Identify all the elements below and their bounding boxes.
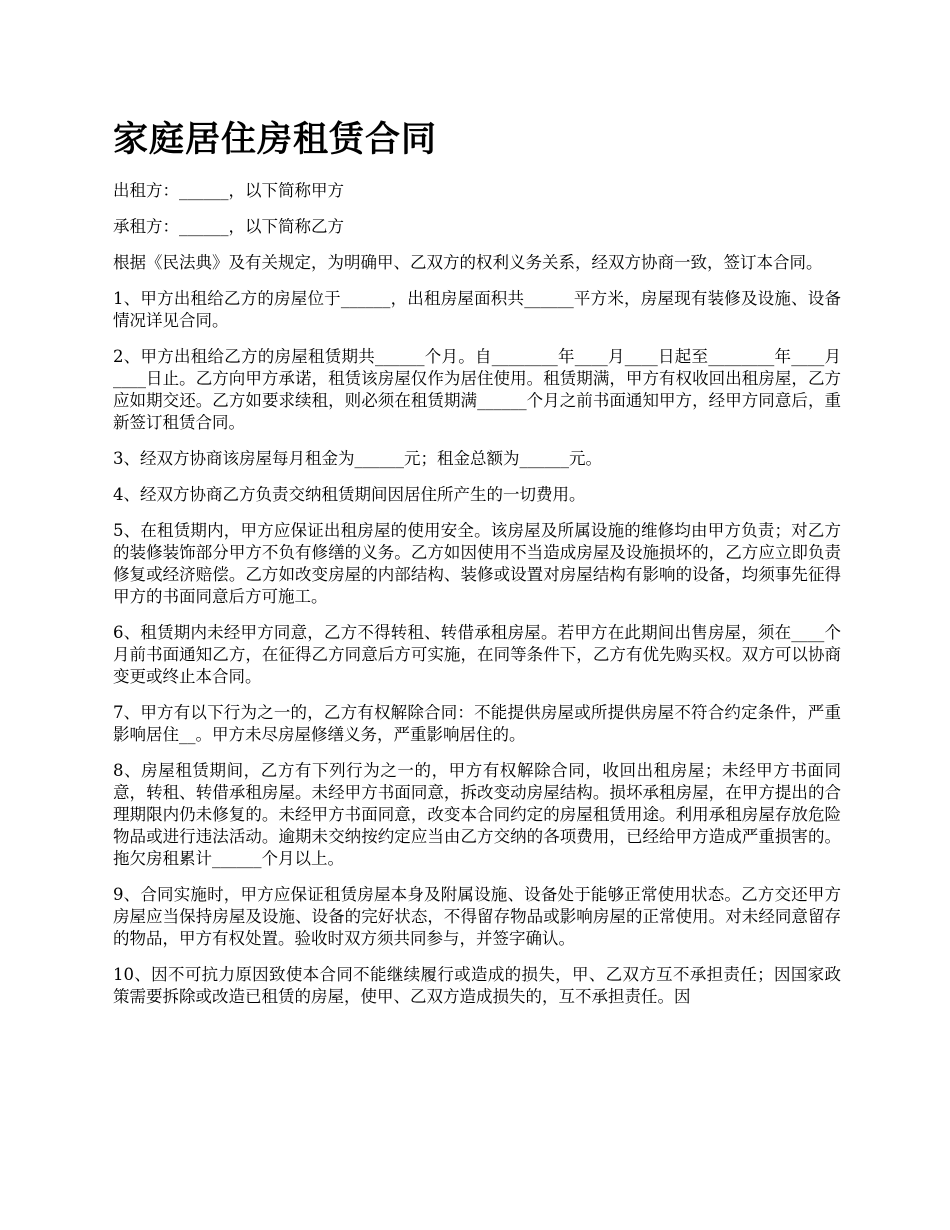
clause-5: 5、在租赁期内，甲方应保证出租房屋的使用安全。该房屋及所属设施的维修均由甲方负责；对乙方的装修装饰部分甲方不负有修缮的义务。乙方如因使用不当造成房屋及设施损坏的，乙方应立即负责修复或经济赔偿。乙方如改变房屋的内部结构、装修或设置对房屋结构有影响的设备，均须事先征得甲方的书面同意后方可施工。 [113,521,841,606]
clause-4: 4、经双方协商乙方负责交纳租赁期间因居住所产生的一切费用。 [113,485,586,504]
clause-8: 8、房屋租赁期间，乙方有下列行为之一的，甲方有权解除合同，收回出租房屋；未经甲方书面同意，转租、转借承租房屋。未经甲方书面同意，拆改变动房屋结构。损坏承租房屋，在甲方提出的合理期限内仍未修复的。未经甲方书面同意，改变本合同约定的房屋租赁用途。利用承租房屋存放危险物品或进行违法活动。逾期未交纳按约定应当由乙方交纳的各项费用，已经给甲方造成严重损害的。拖欠房租累计______个月以上。 [113,761,841,868]
clause-2: 2、甲方出租给乙方的房屋租赁期共______个月。自________年____月____日起至________年____月____日止。乙方向甲方承诺，租赁该房屋仅作为居住使用。租赁期满，甲方有权收回出租房屋，乙方应如期交还。乙方如要求续租，则必须在租赁期满______个月之前书面通知甲方，经甲方同意后，重新签订租赁合同。 [113,347,841,432]
clause-10: 10、因不可抗力原因致使本合同不能继续履行或造成的损失，甲、乙双方互不承担责任；因国家政策需要拆除或改造已租赁的房屋，使甲、乙双方造成损失的，互不承担责任。因 [113,965,841,1006]
document-body [113,180,841,1022]
preamble-paragraph: 根据《民法典》及有关规定，为明确甲、乙双方的权利义务关系，经双方协商一致，签订本合同。 [113,253,823,272]
clause-7: 7、甲方有以下行为之一的，乙方有权解除合同：不能提供房屋或所提供房屋不符合约定条件，严重影响居住__。甲方未尽房屋修缮义务，严重影响居住的。 [113,703,841,744]
party-lessor-line: 出租方：______，以下简称甲方 [113,181,344,200]
clause-1: 1、甲方出租给乙方的房屋位于______，出租房屋面积共______平方米，房屋现有装修及设施、设备情况详见合同。 [113,289,841,330]
clause-3: 3、经双方协商该房屋每月租金为______元；租金总额为______元。 [113,449,602,468]
party-lessee-line: 承租方：______，以下简称乙方 [113,217,344,236]
clause-6: 6、租赁期内未经甲方同意，乙方不得转租、转借承租房屋。若甲方在此期间出售房屋，须在____个月前书面通知乙方，在征得乙方同意后方可实施，在同等条件下，乙方有优先购买权。双方可以协商变更或终止本合同。 [113,623,841,686]
document-title: 家庭居住房租赁合同 [113,119,438,160]
clause-9: 9、合同实施时，甲方应保证租赁房屋本身及附属设施、设备处于能够正常使用状态。乙方交还甲方房屋应当保持房屋及设施、设备的完好状态，不得留存物品或影响房屋的正常使用。对未经同意留存的物品，甲方有权处置。验收时双方须共同参与，并签字确认。 [113,885,841,948]
